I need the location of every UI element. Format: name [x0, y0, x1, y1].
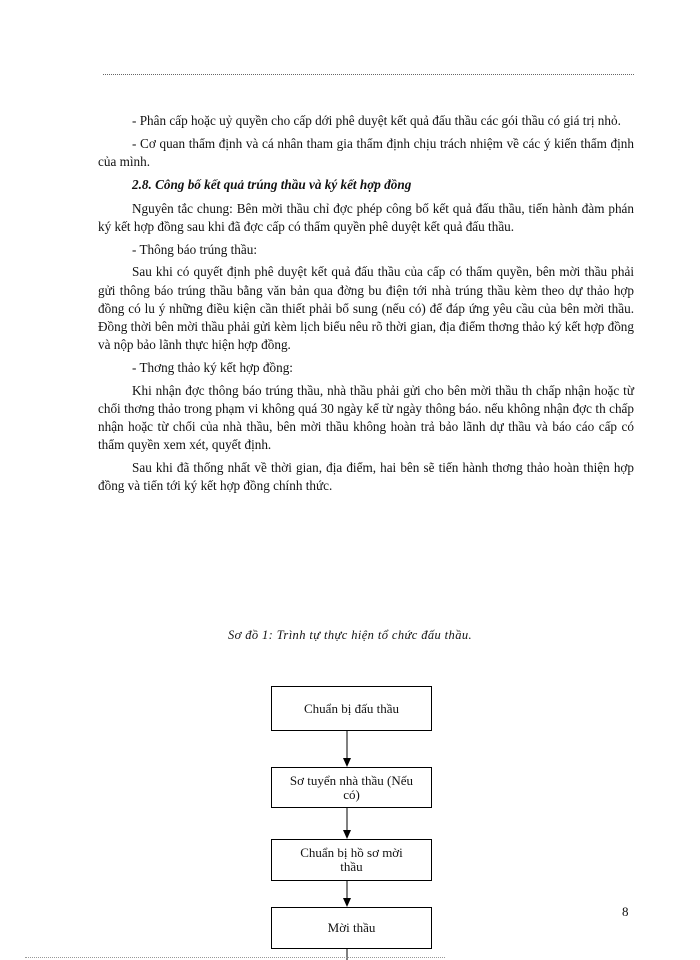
flow-arrow-3	[341, 881, 353, 907]
flow-arrow-1	[341, 731, 353, 767]
flow-step-label: có)	[343, 786, 360, 802]
paragraph-negotiation-title: - Thơng thảo ký kết hợp đồng:	[132, 359, 293, 375]
flow-step-invitation	[271, 907, 432, 949]
flow-step-label: Chuẩn bị đấu thầu	[304, 700, 399, 716]
flow-step-prepare-bidding	[271, 686, 432, 731]
paragraph-general-principle: Nguyên tắc chung: Bên mời thầu chỉ đợc phép công bố kết quả đấu thầu, tiến hành đàm phán ký kết hợp đồng sau khi đã đợc cấp có thẩm quyền phê duyệt kết quả đấu thầu.	[98, 200, 634, 235]
flow-arrow-2	[341, 808, 353, 839]
section-heading: 2.8. Công bố kết quả trúng thầu và ký kết hợp đồng	[132, 176, 412, 192]
flow-step-label: Sơ tuyển nhà thầu (Nếu	[289, 772, 414, 788]
page-number: 8	[622, 904, 629, 919]
flow-step-label: Mời thầu	[327, 920, 376, 935]
paragraph-delegation: - Phân cấp hoặc uỷ quyền cho cấp dới phê duyệt kết quả đấu thầu các gói thầu có giá trị nhỏ.	[132, 113, 621, 128]
paragraph-appraisal-responsibility: - Cơ quan thẩm định và cá nhân tham gia thẩm định chịu trách nhiệm về các ý kiến thẩm định của mình.	[98, 135, 634, 169]
paragraph-negotiation: Khi nhận đợc thông báo trúng thầu, nhà thầu phải gửi cho bên mời thầu th chấp nhận hoặc từ chối thơng thảo trong phạm vi không quá 30 ngày kể từ ngày thông báo. nếu không nhận đợc th chấp nhận hoặc từ chối của nhà thầu, bên mời thầu không hoàn trả bảo lãnh dự thầu và báo cáo cấp có thẩm quyền xem xét, quyết định.	[98, 382, 634, 453]
paragraph-award-notice-title: - Thông báo trúng thầu:	[132, 241, 258, 257]
flow-step-prequalification	[271, 767, 432, 808]
flow-arrow-4	[341, 949, 353, 960]
body-text	[98, 112, 634, 500]
diagram-caption: Sơ đồ 1: Trình tự thực hiện tổ chức đấu thầu.	[227, 628, 473, 642]
paragraph-award-notice: Sau khi có quyết định phê duyệt kết quả đấu thầu của cấp có thẩm quyền, bên mời thầu phải gửi thông báo trúng thầu bằng văn bản qua đờng bu điện tới nhà trúng thầu kèm theo dự thảo hợp đồng có lu ý những điều kiện cần thiết phải bổ sung (nếu có) để đáp ứng yêu cầu của bên mời thầu. Đồng thời bên mời thầu phải gửi kèm lịch biểu nêu rõ thời gian, địa điểm thơng thảo ký kết hợp đồng và nộp bảo lãnh thực hiện hợp đồng.	[98, 264, 634, 353]
header-rule	[103, 74, 634, 75]
flow-step-label: Chuẩn bị hồ sơ mời	[300, 845, 403, 860]
flow-step-prepare-documents	[271, 839, 432, 881]
flow-step-label: thầu	[340, 859, 363, 874]
footer-rule	[25, 957, 445, 958]
paragraph-contract-finalization: Sau khi đã thống nhất về thời gian, địa điểm, hai bên sẽ tiến hành thơng thảo hoàn thiện hợp đồng và tiến tới ký kết hợp đồng chính thức.	[98, 459, 634, 494]
